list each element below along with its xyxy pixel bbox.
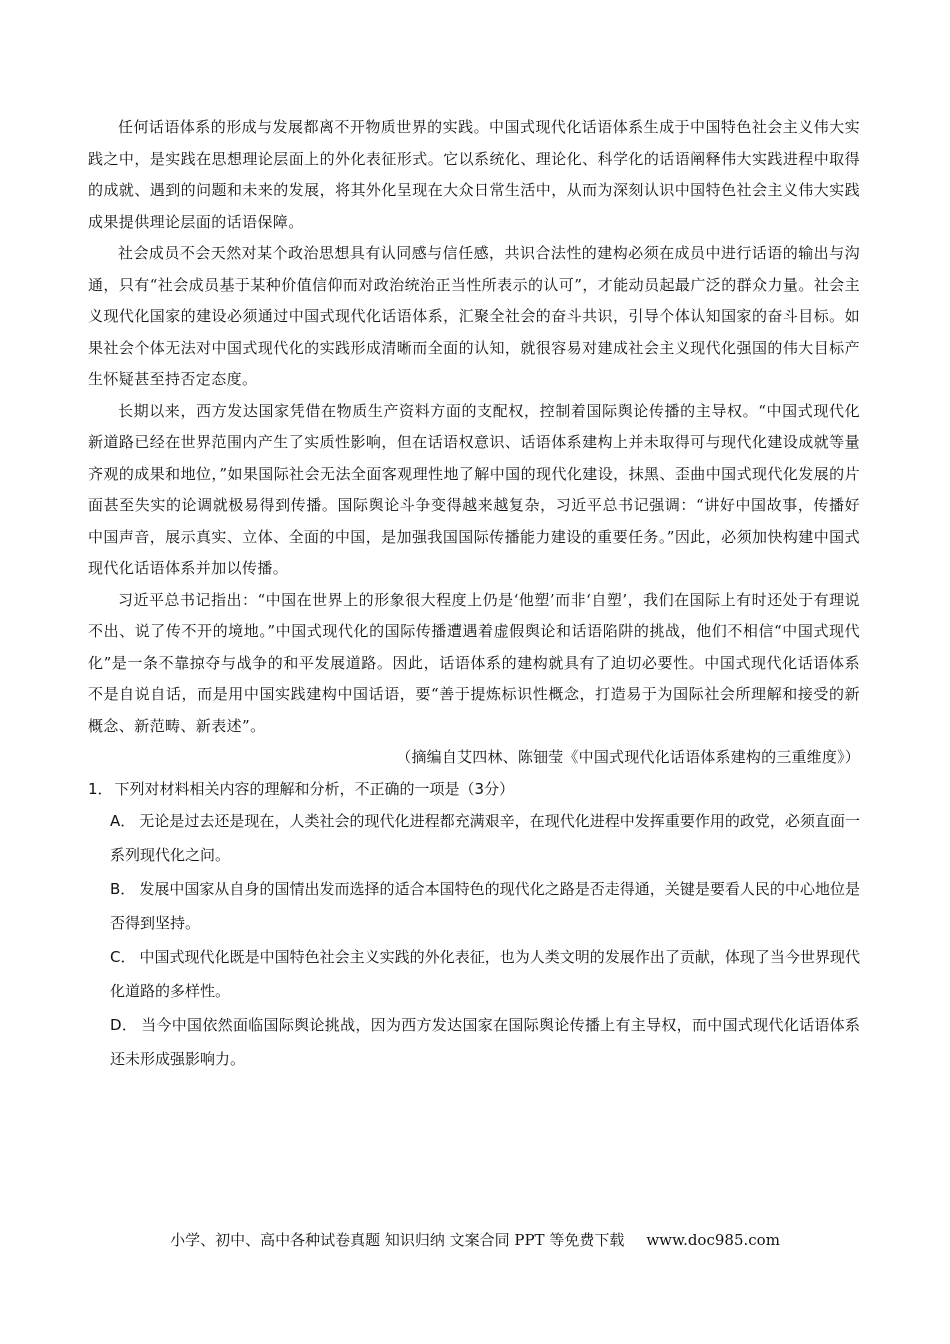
footer-site-link[interactable]: www.doc985.com xyxy=(646,1231,780,1249)
option-c-letter: C． xyxy=(110,947,136,966)
option-d-letter: D． xyxy=(110,1015,138,1034)
question-stem: 下列对材料相关内容的理解和分析，不正确的一项是（3分） xyxy=(114,779,515,798)
footer-text: 小学、初中、高中各种试卷真题 知识归纳 文案合同 PPT 等免费下载 xyxy=(170,1231,625,1249)
option-a[interactable] xyxy=(110,804,860,872)
article-paragraph-1: 任何话语体系的形成与发展都离不开物质世界的实践。中国式现代化话语体系生成于中国特色社会主义伟大实践之中，是实践在思想理论层面上的外化表征形式。它以系统化、理论化、科学化的话语阐释伟大实践进程中取得的成就、遇到的问题和未来的发展，将其外化呈现在大众日常生活中，从而为深刻认识中国特色社会主义伟大实践成果提供理论层面的话语保障。 xyxy=(88,118,860,231)
question-stem-line xyxy=(88,774,860,804)
article-paragraph-2: 社会成员不会天然对某个政治思想具有认同感与信任感，共识合法性的建构必须在成员中进行话语的输出与沟通，只有“社会成员基于某种价值信仰而对政治统治正当性所表示的认可”，才能动员起最广泛的群众力量。社会主义现代化国家的建设必须通过中国式现代化话语体系，汇聚全社会的奋斗共识，引导个体认知国家的奋斗目标。如果社会个体无法对中国式现代化的实践形成清晰而全面的认知，就很容易对建成社会主义现代化强国的伟大目标产生怀疑甚至持否定态度。 xyxy=(88,244,860,388)
question-number: 1． xyxy=(88,779,113,798)
option-b-letter: B． xyxy=(110,879,136,898)
document-page xyxy=(88,112,860,1076)
article-source: （摘编自艾四林、陈钿莹《中国式现代化话语体系建构的三重维度》） xyxy=(396,748,860,766)
option-c[interactable] xyxy=(110,940,860,1008)
article-paragraph-3: 长期以来，西方发达国家凭借在物质生产资料方面的支配权，控制着国际舆论传播的主导权。“中国式现代化新道路已经在世界范围内产生了实质性影响，但在话语权意识、话语体系建构上并未取得可与现代化建设成就等量齐观的成果和地位，”如果国际社会无法全面客观理性地了解中国的现代化建设，抹黑、歪曲中国式现代化发展的片面甚至失实的论调就极易得到传播。国际舆论斗争变得越来越复杂，习近平总书记强调：“讲好中国故事，传播好中国声音，展示真实、立体、全面的中国，是加强我国国际传播能力建设的重要任务。”因此，必须加快构建中国式现代化话语体系并加以传播。 xyxy=(88,401,860,577)
option-b-text: 发展中国家从自身的国情出发而选择的适合本国特色的现代化之路是否走得通，关键是要看人民的中心地位是否得到坚持。 xyxy=(110,879,860,932)
page-footer xyxy=(0,1229,950,1250)
option-a-text: 无论是过去还是现在，人类社会的现代化进程都充满艰辛，在现代化进程中发挥重要作用的政党，必须直面一系列现代化之问。 xyxy=(110,811,860,864)
option-b[interactable] xyxy=(110,872,860,940)
option-d[interactable] xyxy=(110,1008,860,1076)
option-c-text: 中国式现代化既是中国特色社会主义实践的外化表征，也为人类文明的发展作出了贡献，体现了当今世界现代化道路的多样性。 xyxy=(110,947,860,1000)
option-d-text: 当今中国依然面临国际舆论挑战，因为西方发达国家在国际舆论传播上有主导权，而中国式现代化话语体系还未形成强影响力。 xyxy=(110,1015,860,1068)
article-paragraph-4: 习近平总书记指出：“中国在世界上的形象很大程度上仍是‘他塑’而非‘自塑’，我们在国际上有时还处于有理说不出、说了传不开的境地。”中国式现代化的国际传播遭遇着虚假舆论和话语陷阱的挑战，他们不相信“中国式现代化”是一条不靠掠夺与战争的和平发展道路。因此，话语体系的建构就具有了迫切必要性。中国式现代化话语体系不是自说自话，而是用中国实践建构中国话语，要“善于提炼标识性概念，打造易于为国际社会所理解和接受的新概念、新范畴、新表述”。 xyxy=(88,590,860,735)
option-a-letter: A． xyxy=(110,811,136,830)
